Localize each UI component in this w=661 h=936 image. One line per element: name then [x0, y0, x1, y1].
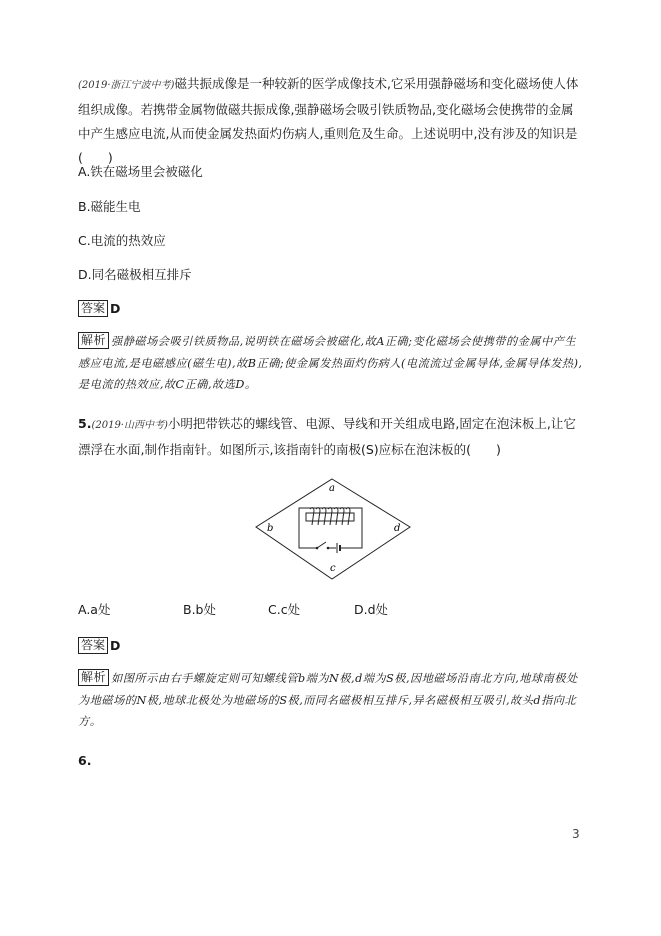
question-4-source: (2019·浙江宁波中考) — [78, 80, 175, 91]
question-4-answer — [78, 300, 120, 318]
question-5-option-c: C.c处 — [268, 602, 301, 617]
question-5-option-a: A.a处 — [78, 602, 111, 617]
explanation-text: 强静磁场会吸引铁质物品,说明铁在磁场会被磁化,故A正确;变化磁场会使携带的金属中产生感应电流,是电磁感应(磁生电),故B正确;使金属发热面灼伤病人(电流流过金属导体,金属导体发热),是电流的热效应,故C正确,故选D。 — [78, 335, 583, 391]
label-a: a — [329, 483, 335, 494]
answer-value: D — [110, 301, 121, 316]
question-5-options — [78, 600, 478, 620]
label-c: c — [330, 563, 336, 574]
question-5-explanation — [78, 668, 584, 733]
compass-diagram — [254, 475, 414, 585]
explanation-text: 如图所示由右手螺旋定则可知螺线管b端为N极,d端为S极,因地磁场沿南北方向,地球南极处为地磁场的N极,地球北极处为地磁场的S极,而同名磁极相互排斥,异名磁极相互吸引,故头d指向北方。 — [78, 672, 578, 728]
explanation-tag: 解析 — [78, 669, 109, 686]
question-5-option-d: D.d处 — [354, 602, 389, 617]
question-4-option-d: D.同名磁极相互排斥 — [78, 267, 192, 282]
question-5-answer — [78, 637, 120, 655]
page-number: 3 — [572, 827, 580, 841]
question-4-explanation — [78, 331, 584, 396]
explanation-tag: 解析 — [78, 332, 109, 349]
question-6-number: 6. — [78, 753, 92, 768]
question-4-text: 磁共振成像是一种较新的医学成像技术,它采用强静磁场和变化磁场使人体组织成像。若携带金属物做磁共振成像,强静磁场会吸引铁质物品,变化磁场会使携带的金属中产生感应电流,从而使金属发热面灼伤病人,重则危及生命。上述说明中,没有涉及的知识是( ) — [78, 76, 579, 165]
question-4-stem — [78, 72, 584, 170]
question-4-option-c: C.电流的热效应 — [78, 233, 166, 248]
question-5-option-b: B.b处 — [183, 602, 216, 617]
question-4-option-b: B.磁能生电 — [78, 199, 141, 214]
answer-tag: 答案 — [78, 637, 108, 654]
question-5-number: 5. — [78, 416, 92, 431]
question-4-option-a: A.铁在磁场里会被磁化 — [78, 164, 203, 179]
question-5-source: (2019·山西中考) — [91, 420, 168, 431]
question-5-stem — [78, 412, 584, 462]
label-d: d — [394, 523, 401, 534]
answer-value: D — [110, 638, 121, 653]
label-b: b — [267, 523, 274, 534]
answer-tag: 答案 — [78, 300, 108, 317]
question-5-text: 小明把带铁芯的螺线管、电源、导线和开关组成电路,固定在泡沫板上,让它漂浮在水面,制作指南针。如图所示,该指南针的南极(S)应标在泡沫板的( ) — [78, 416, 576, 457]
